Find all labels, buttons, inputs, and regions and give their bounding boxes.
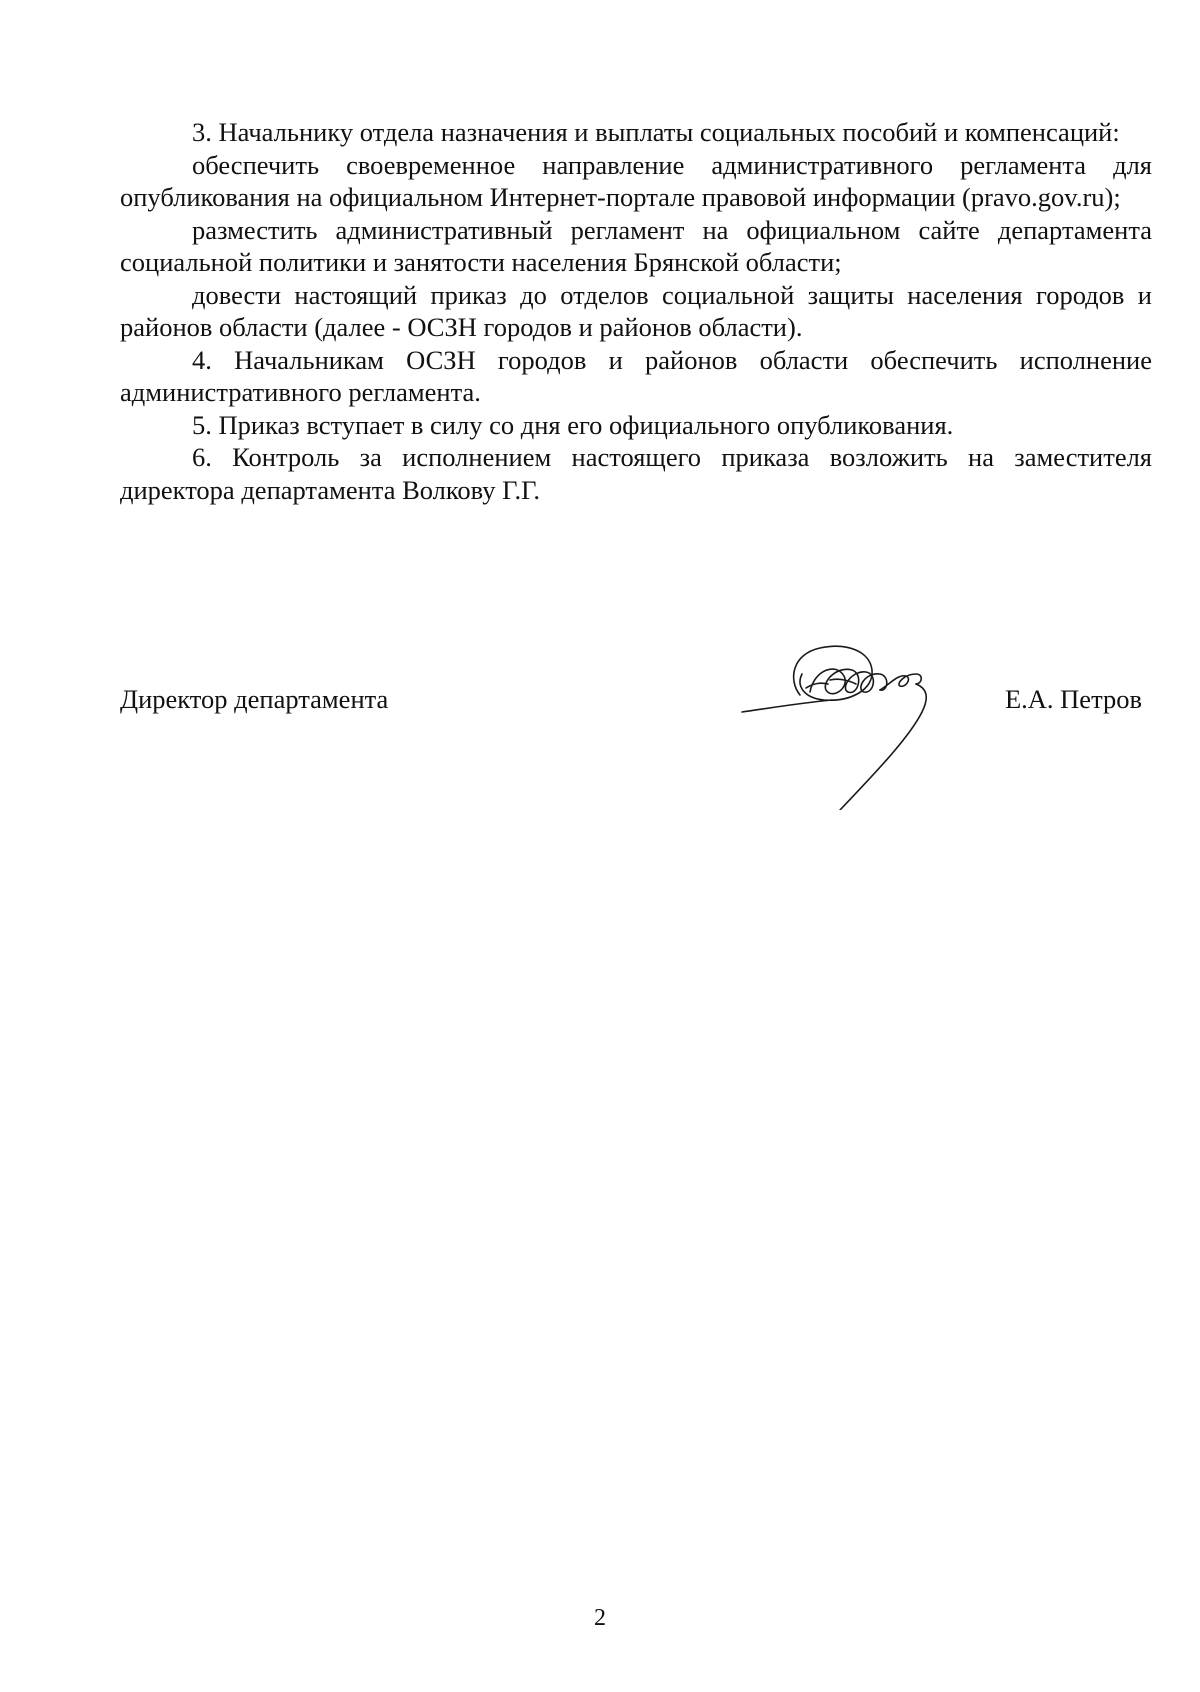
signature-block — [120, 683, 1152, 723]
paragraph-notify-duty: довести настоящий приказ до отделов социальной защиты населения городов и районов области (далее - ОСЗН городов и районов области). — [120, 279, 1152, 342]
paragraph-website-duty: разместить административный регламент на официальном сайте департамента социальной политики и занятости населения Брянской области; — [120, 214, 1152, 277]
document-body — [120, 116, 1152, 506]
paragraph-publication-duty: обеспечить своевременное направление административного регламента для опубликования на официальном Интернет-портале правовой информации (pravo.gov.ru); — [120, 149, 1152, 212]
paragraph-item-4: 4. Начальникам ОСЗН городов и районов области обеспечить исполнение административного регламента. — [120, 344, 1152, 407]
signatory-name: Е.А. Петров — [1004, 684, 1142, 714]
page-number: 2 — [594, 1605, 606, 1631]
paragraph-item-6: 6. Контроль за исполнением настоящего приказа возложить на заместителя директора департамента Волкову Г.Г. — [120, 442, 1152, 505]
signatory-position: Директор департамента — [120, 684, 389, 714]
handwritten-signature — [740, 640, 970, 810]
paragraph-item-3: 3. Начальнику отдела назначения и выплаты социальных пособий и компенсаций: — [192, 117, 1120, 147]
paragraph-item-5: 5. Приказ вступает в силу со дня его официального опубликования. — [192, 409, 954, 440]
